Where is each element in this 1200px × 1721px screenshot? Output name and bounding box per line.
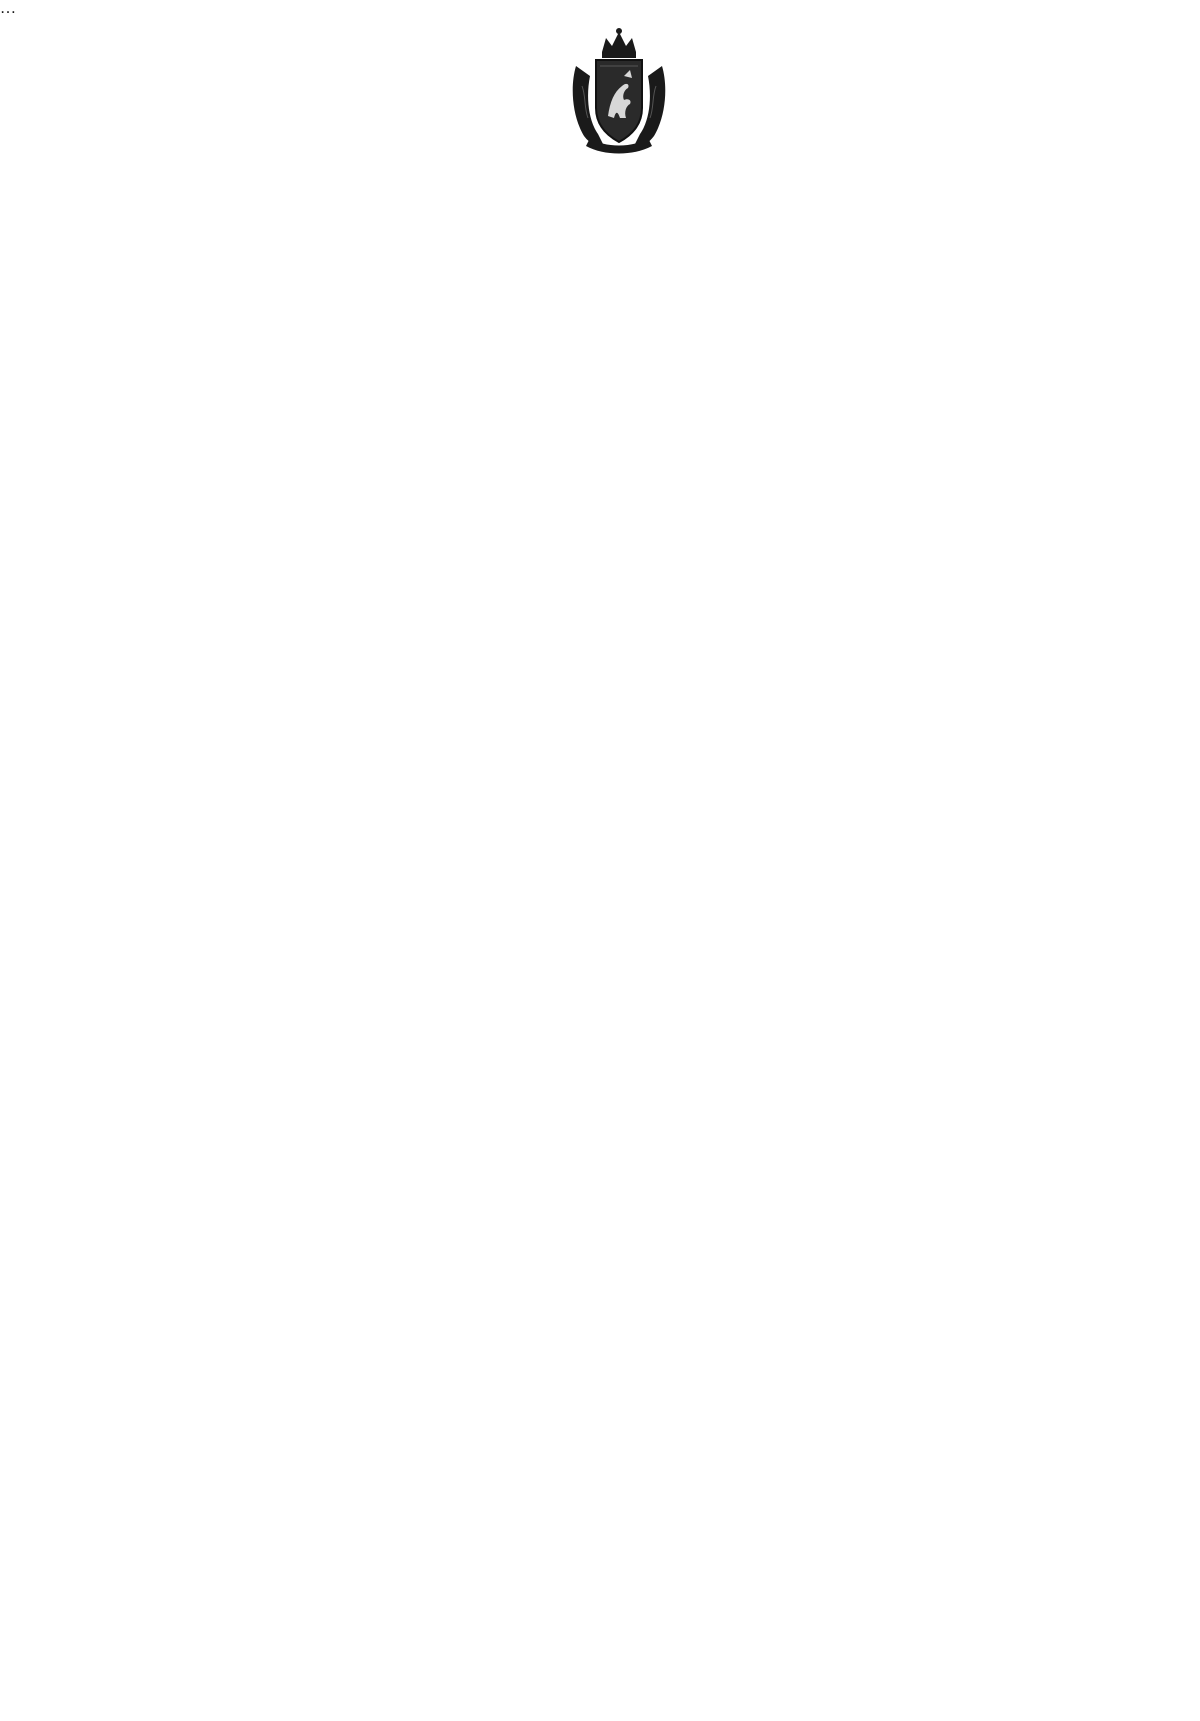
coat-of-arms-icon <box>568 26 670 154</box>
